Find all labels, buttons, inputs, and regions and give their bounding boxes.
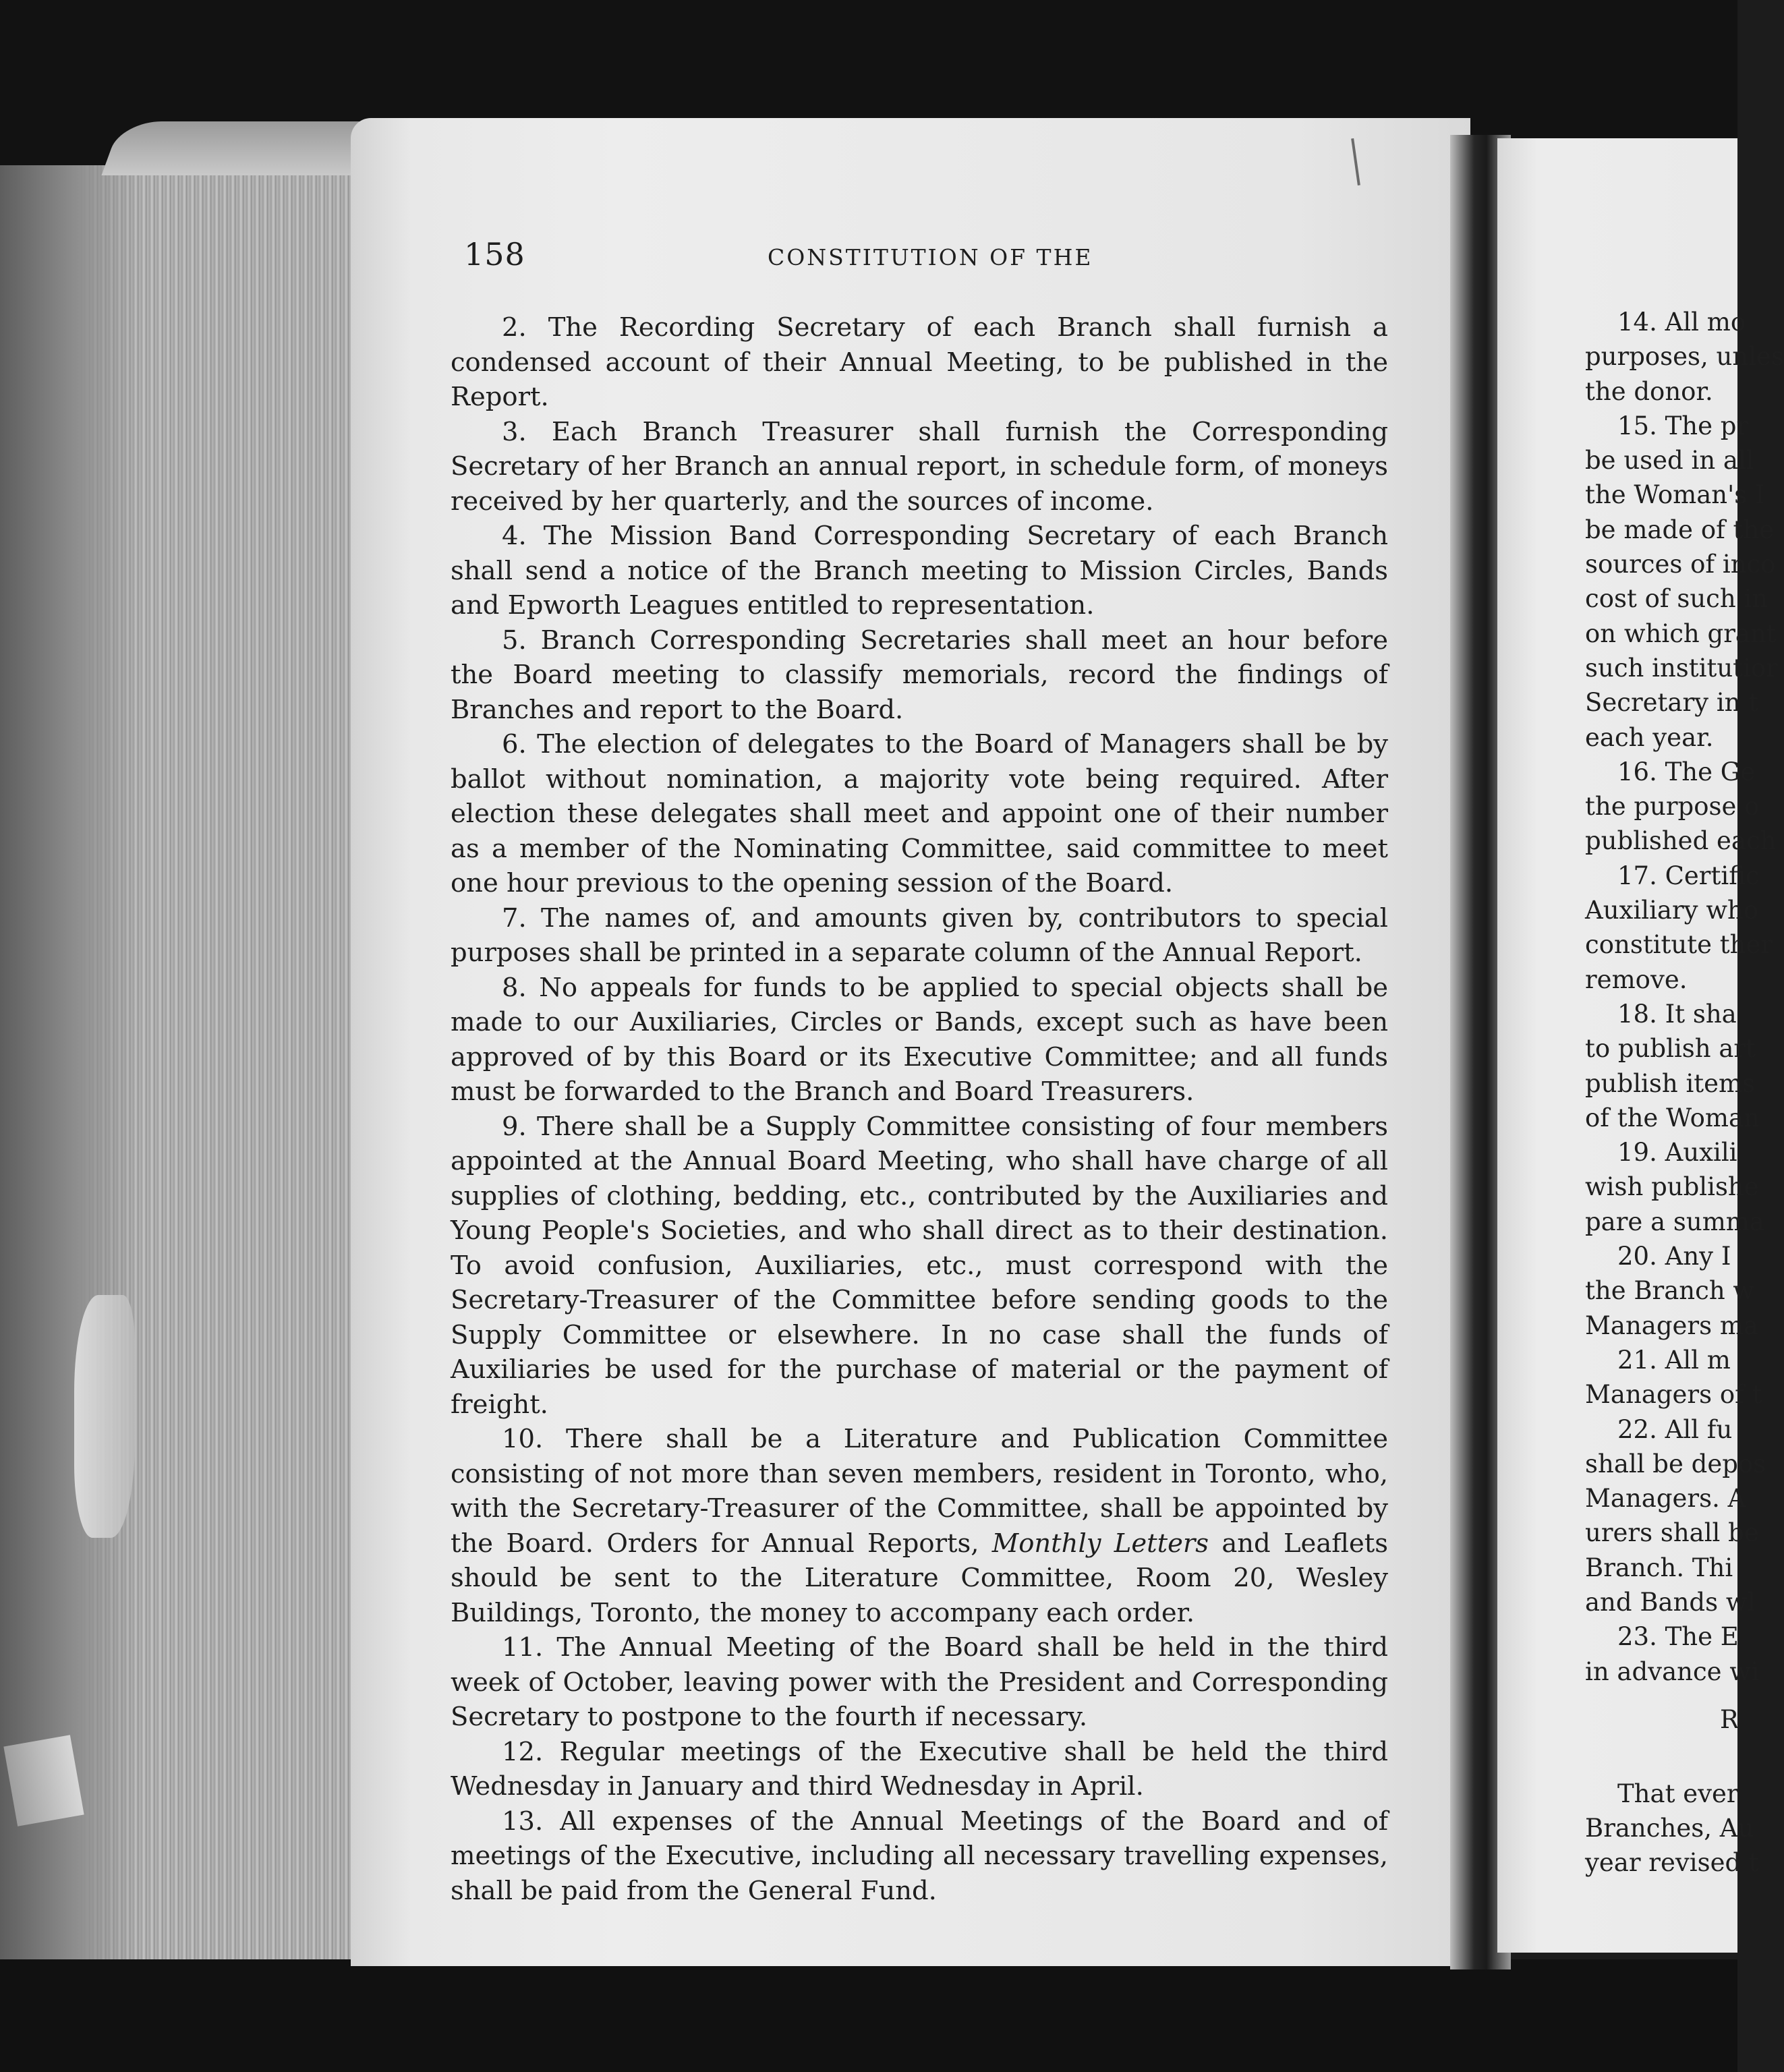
paragraph-11: 11. The Annual Meeting of the Board shall be held in the third week of October, leaving power with the President and Corresponding Secretary to postpone to the fourth if necessary. <box>451 1632 1388 1732</box>
running-title: CONSTITUTION OF THE <box>768 244 1093 270</box>
facing-line: pare a summa <box>1585 1207 1764 1236</box>
facing-line: 16. The Ge <box>1617 757 1756 786</box>
paragraph-3: 3. Each Branch Treasurer shall furnish the Corresponding Secretary of her Branch an annual report, in schedule form, of moneys received by her quarterly, and the sources of income. <box>451 416 1388 517</box>
facing-line: constitute ther <box>1585 930 1773 960</box>
facing-line: Auxiliary who <box>1585 896 1759 925</box>
facing-page-text <box>1585 305 1784 1880</box>
facing-line: Managers. A <box>1585 1484 1746 1514</box>
facing-line: Managers ma <box>1585 1311 1758 1340</box>
paragraph-2: 2. The Recording Secretary of each Branch shall furnish a condensed account of their Annual Meeting, to be published in the Report. <box>451 312 1388 412</box>
running-head <box>451 236 1388 283</box>
facing-line: shall be depos <box>1585 1449 1766 1478</box>
facing-line: such institutior <box>1585 653 1778 683</box>
facing-line: year revised t <box>1585 1848 1759 1878</box>
facing-line: be used in all <box>1585 446 1754 476</box>
facing-line: sources of inco <box>1585 550 1776 579</box>
page-edges-top <box>101 121 377 175</box>
facing-section-heading: R <box>1720 1704 1739 1734</box>
facing-line: 21. All m <box>1617 1345 1731 1375</box>
facing-line: 17. Certific <box>1617 861 1760 890</box>
scan-margin-bottom <box>0 1959 1737 2072</box>
facing-line: 23. The E <box>1617 1622 1739 1652</box>
paragraph-4: 4. The Mission Band Corresponding Secretary of each Branch shall send a notice of the Branch meeting to Mission Circles, Bands and Epworth Leagues entitled to representation. <box>451 521 1388 621</box>
paragraph-10 <box>451 1422 1388 1630</box>
facing-line: the Branch w <box>1585 1276 1755 1306</box>
facing-line: the Woman's I <box>1585 480 1765 510</box>
facing-line: on which grant <box>1585 618 1777 648</box>
article-body <box>451 310 1388 1908</box>
paragraph-8: 8. No appeals for funds to be applied to special objects shall be made to our Auxiliaries, Circles or Bands, except such as have been approved of by this Board or its Executive Committee; and all funds must be forwarded to the Branch and Board Treasurers. <box>451 972 1388 1107</box>
paragraph-6: 6. The election of delegates to the Board of Managers shall be by ballot without nomination, a majority vote being required. After election these delegates shall meet and appoint one of their number as a member of the Nominating Committee, said committee to meet one hour previous to the opening session of the Board. <box>451 729 1388 898</box>
facing-line: remove. <box>1585 965 1688 994</box>
torn-page-edge <box>74 1295 135 1538</box>
facing-line: to publish art <box>1585 1034 1756 1064</box>
paragraph-12: 12. Regular meetings of the Executive shall be held the third Wednesday in January and third Wednesday in April. <box>451 1736 1388 1802</box>
paragraph-5: 5. Branch Corresponding Secretaries shall meet an hour before the Board meeting to classify memorials, record the findings of Branches and report to the Board. <box>451 625 1388 725</box>
facing-line: urers shall be <box>1585 1518 1759 1548</box>
facing-line: 19. Auxili <box>1617 1138 1737 1168</box>
facing-line: 22. All fu <box>1617 1414 1733 1444</box>
facing-line: publish items <box>1585 1068 1756 1098</box>
facing-line: 20. Any I <box>1617 1242 1731 1271</box>
page-number: 158 <box>464 236 525 272</box>
facing-line: 15. The pr <box>1617 411 1749 440</box>
paragraph-9: 9. There shall be a Supply Committee consisting of four members appointed at the Annual Board Meeting, who shall have charge of all supplies of clothing, bedding, etc., contributed by the Auxiliaries and Young People's Societies, and who shall direct as to their destination. To avoid confusion, Auxiliaries, etc., must correspond with the Secretary-Treasurer of the Committee before sending goods to the Supply Committee or elsewhere. In no case shall the funds of Auxiliaries be used for the purchase of material or the payment of freight. <box>451 1111 1388 1420</box>
facing-line: 14. All mo <box>1617 308 1746 337</box>
facing-line: each year. <box>1585 722 1714 752</box>
facing-line: Managers of t <box>1585 1380 1762 1410</box>
facing-line: 18. It sha <box>1617 999 1737 1029</box>
paragraph-7: 7. The names of, and amounts given by, contributors to special purposes shall be printed in a separate column of the Annual Report. <box>451 902 1388 968</box>
left-page-text <box>451 236 1388 1908</box>
facing-line: in advance wi <box>1585 1657 1759 1686</box>
facing-line: and Bands wl <box>1585 1587 1756 1617</box>
monthly-letters-title: Monthly Letters <box>991 1528 1209 1559</box>
page-edges-shadow <box>0 165 142 1959</box>
paragraph-13: 13. All expenses of the Annual Meetings of the Board and of meetings of the Executive, including all necessary travelling expenses, shall be paid from the General Fund. <box>451 1806 1388 1906</box>
facing-line: of the Woman <box>1585 1103 1760 1132</box>
facing-line: the purpose o <box>1585 792 1760 822</box>
facing-line: the donor. <box>1585 376 1713 406</box>
paragraph-10-start: 10. There shall be a Literature and Publication Committee consisting of not more than seven members, resident in Toronto, who, with the Secretary-Treasurer of the Committee, shall be appointed by the Board. Orders for Annual Reports, <box>451 1424 1388 1559</box>
facing-line: Secretary in t <box>1585 688 1759 718</box>
facing-line: published each <box>1585 826 1777 856</box>
facing-line: wish publishe <box>1585 1172 1759 1202</box>
paragraph-10-end: and Leaflets should be sent to the Literature Committee, Room 20, Wesley Buildings, Toronto, the money to accompany each order. <box>451 1528 1388 1628</box>
facing-line: cost of such in <box>1585 584 1768 614</box>
torn-page-corner <box>3 1735 84 1826</box>
facing-line: That ever <box>1617 1779 1739 1808</box>
facing-line: Branch. Thi <box>1585 1553 1733 1582</box>
facing-line: purposes, unles <box>1585 342 1784 372</box>
facing-line: be made of the <box>1585 515 1775 544</box>
facing-line: Branches, Au <box>1585 1814 1754 1843</box>
